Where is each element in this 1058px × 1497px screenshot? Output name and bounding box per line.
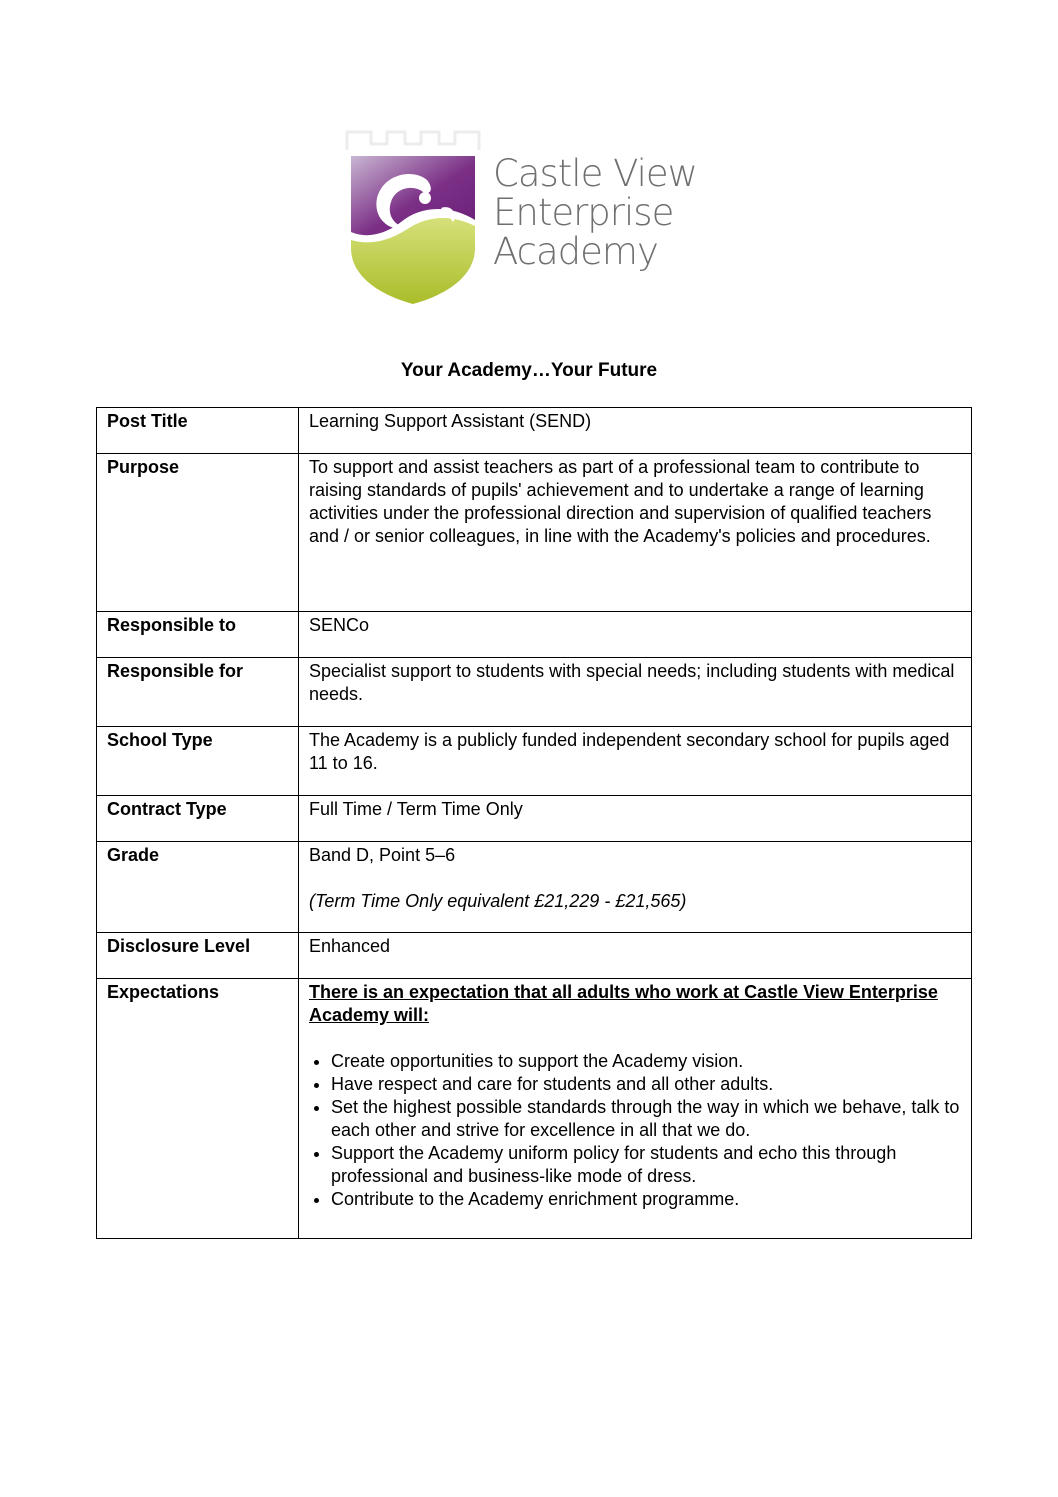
label-responsible-for: Responsible for <box>97 658 299 727</box>
label-post-title: Post Title <box>97 408 299 454</box>
job-spec-table <box>96 407 972 1239</box>
label-purpose: Purpose <box>97 454 299 612</box>
list-item: • Contribute to the Academy enrichment programme. <box>331 1188 961 1211</box>
value-responsible-for: Specialist support to students with special needs; including students with medical needs. <box>299 658 972 727</box>
value-post-title: Learning Support Assistant (SEND) <box>299 408 972 454</box>
value-expectations <box>299 979 972 1239</box>
row-purpose <box>97 454 972 612</box>
grade-note: (Term Time Only equivalent £21,229 - £21,565) <box>309 891 687 911</box>
expectations-heading: There is an expectation that all adults who work at Castle View Enterprise Academy will: <box>309 982 938 1025</box>
logo-line-3: Academy <box>493 230 658 273</box>
row-responsible-to <box>97 612 972 658</box>
value-responsible-to: SENCo <box>299 612 972 658</box>
label-responsible-to: Responsible to <box>97 612 299 658</box>
tagline: Your Academy…Your Future <box>400 360 658 381</box>
expectations-list <box>309 1050 961 1211</box>
row-school-type <box>97 727 972 796</box>
label-contract-type: Contract Type <box>97 796 299 842</box>
row-grade <box>97 842 972 933</box>
list-item: • Create opportunities to support the Academy vision. <box>331 1050 961 1073</box>
list-item: • Have respect and care for students and all other adults. <box>331 1073 961 1096</box>
label-disclosure: Disclosure Level <box>97 933 299 979</box>
label-expectations: Expectations <box>97 979 299 1239</box>
shield-logo-icon <box>343 128 483 306</box>
label-grade: Grade <box>97 842 299 933</box>
value-school-type: The Academy is a publicly funded independent secondary school for pupils aged 11 to 16. <box>299 727 972 796</box>
value-contract-type: Full Time / Term Time Only <box>299 796 972 842</box>
value-grade: Band D, Point 5–6 <box>309 845 456 865</box>
value-purpose: To support and assist teachers as part of a professional team to contribute to raising standards of pupils' achievement and to undertake a range of learning activities under the professional direction and supervision of qualified teachers and / or senior colleagues, in line with the Academy's policies and procedures. <box>299 454 972 612</box>
value-grade-cell <box>299 842 972 933</box>
row-contract-type <box>97 796 972 842</box>
logo-line-1: Castle View <box>493 152 697 195</box>
logo-wordmark <box>493 154 697 271</box>
list-item: • Support the Academy uniform policy for students and echo this through professional and business-like mode of dress. <box>331 1142 961 1188</box>
academy-logo <box>343 128 715 308</box>
value-disclosure: Enhanced <box>299 933 972 979</box>
row-disclosure <box>97 933 972 979</box>
row-expectations <box>97 979 972 1239</box>
row-post-title <box>97 408 972 454</box>
row-responsible-for <box>97 658 972 727</box>
logo-line-2: Enterprise <box>493 191 674 234</box>
label-school-type: School Type <box>97 727 299 796</box>
list-item: • Set the highest possible standards through the way in which we behave, talk to each other and strive for excellence in all that we do. <box>331 1096 961 1142</box>
